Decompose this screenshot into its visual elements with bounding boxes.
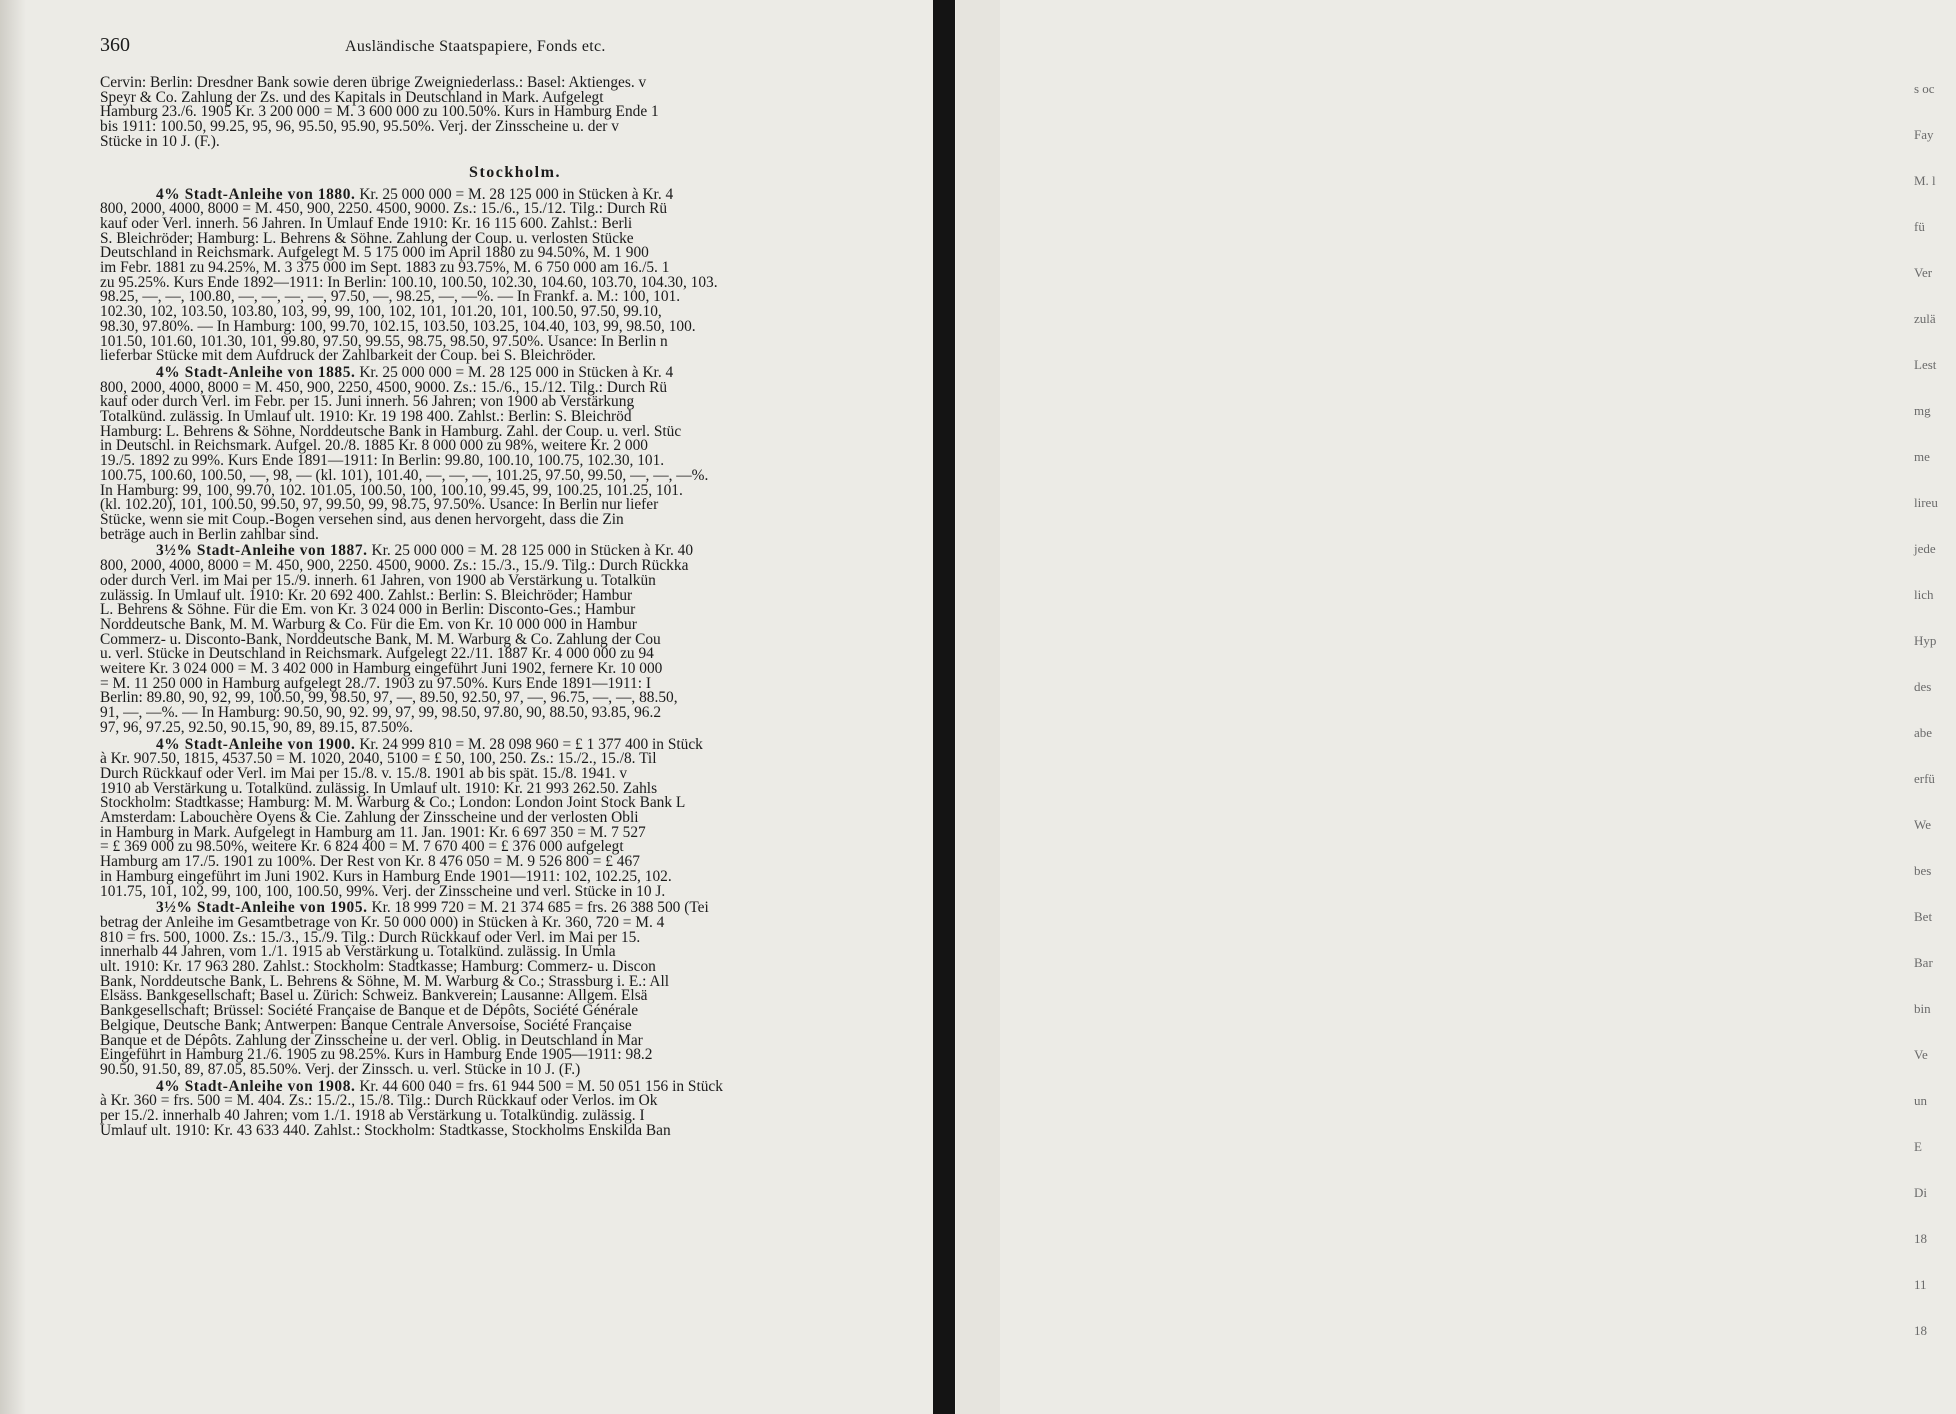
loan-issue-text: Kr. 24 999 810 = M. 28 098 960 = £ 1 377 400 in Stück xyxy=(359,735,703,753)
text-line: L. Behrens & Söhne. Für die Em. von Kr. 3 024 000 in Berlin: Disconto-Ges.; Hambur xyxy=(100,601,636,619)
text-line: beträge auch in Berlin zahlbar sind. xyxy=(100,525,319,543)
adjacent-page-fragment: 11 xyxy=(1914,1277,1927,1292)
loan-issue-title: 4% Stadt-Anleihe von 1880. xyxy=(156,185,356,203)
adjacent-page-fragment: bes xyxy=(1914,863,1932,878)
adjacent-page-fragment: mg xyxy=(1914,403,1931,418)
text-line: Berlin: 89.80, 90, 92, 99, 100.50, 99, 98.50, 97, —, 89.50, 92.50, 97, —, 96.75, —, —, 88.50, xyxy=(100,689,678,707)
text-line: Belgique, Deutsche Bank; Antwerpen: Banque Centrale Anversoise, Société Française xyxy=(100,1016,632,1034)
loan-issue-paragraph xyxy=(100,1077,930,1139)
text-line: 101.75, 101, 102, 99, 100, 100, 100.50, 99%. Verj. der Zinsscheine und verl. Stücke in 10 J. xyxy=(100,882,666,900)
adjacent-page-fragment: 18 xyxy=(1914,1231,1927,1246)
adjacent-page-fragment: Bar xyxy=(1914,955,1933,970)
adjacent-page-fragment: jede xyxy=(1914,541,1936,556)
text-line: kauf oder Verl. innerh. 56 Jahren. In Umlauf Ende 1910: Kr. 16 115 600. Zahlst.: Berli xyxy=(100,214,633,232)
adjacent-page-strip xyxy=(956,0,1938,1414)
adjacent-page-fragment: Lest xyxy=(1914,357,1937,372)
adjacent-page-fragment: s oc xyxy=(1914,81,1935,96)
text-line: S. Bleichröder; Hamburg: L. Behrens & Söhne. Zahlung der Coup. u. verlosten Stücke xyxy=(100,229,634,247)
text-line: 90.50, 91.50, 89, 87.05, 85.50%. Verj. der Zinssch. u. verl. Stücke in 10 J. (F.) xyxy=(100,1061,581,1078)
adjacent-page-fragment: E xyxy=(1914,1139,1922,1154)
adjacent-page-fragment: me xyxy=(1914,449,1930,464)
text-line: Hamburg am 17./5. 1901 zu 100%. Der Rest von Kr. 8 476 050 = M. 9 526 800 = £ 467 xyxy=(100,853,640,871)
loan-issue-text: Kr. 25 000 000 = M. 28 125 000 in Stücken à Kr. 40 xyxy=(371,542,694,560)
text-line: à Kr. 907.50, 1815, 4537.50 = M. 1020, 2040, 5100 = £ 50, 100, 250. Zs.: 15./2., 15./8. Til xyxy=(100,750,657,768)
adjacent-page-fragment: abe xyxy=(1914,725,1933,740)
loan-issue-text: Kr. 44 600 040 = frs. 61 944 500 = M. 50 051 156 in Stück xyxy=(359,1077,723,1095)
adjacent-page-fragment: erfü xyxy=(1914,771,1935,786)
text-line: 98.30, 97.80%. — In Hamburg: 100, 99.70, 102.15, 103.50, 103.25, 104.40, 103, 99, 98.50, 100. xyxy=(100,317,696,335)
scan-shadow-left xyxy=(0,0,26,1414)
text-line: weitere Kr. 3 024 000 = M. 3 402 000 in Hamburg eingeführt Juni 1902, fernere Kr. 10 000 xyxy=(100,660,663,678)
adjacent-page-fragment: Hyp xyxy=(1914,633,1937,648)
text-line: zu 95.25%. Kurs Ende 1892—1911: In Berlin: 100.10, 100.50, 102.30, 104.60, 103.70, 104.30, 103. xyxy=(100,273,718,291)
text-line: per 15./2. innerhalb 40 Jahren; vom 1./1. 1918 ab Verstärkung u. Totalkündig. zulässig. I xyxy=(100,1107,645,1125)
text-line: oder durch Verl. im Mai per 15./9. innerh. 61 Jahren, von 1900 ab Verstärkung u. Totalkün xyxy=(100,571,656,589)
loan-issues xyxy=(100,185,930,1139)
text-line: im Febr. 1881 zu 94.25%, M. 3 375 000 im Sept. 1883 zu 93.75%, M. 6 750 000 am 16./5. 1 xyxy=(100,259,670,277)
text-line: 1910 ab Verstärkung u. Totalkünd. zulässig. In Umlauf ult. 1910: Kr. 21 993 262.50. Zahls xyxy=(100,779,658,797)
text-line: Commerz- u. Disconto-Bank, Norddeutsche Bank, M. M. Warburg & Co. Zahlung der Cou xyxy=(100,630,661,648)
adjacent-page-fragment: bin xyxy=(1914,1001,1931,1016)
text-line: Stücke, wenn sie mit Coup.-Bogen versehen sind, aus denen hervorgeht, dass die Zin xyxy=(100,510,624,528)
text-line: Stücke in 10 J. (F.). xyxy=(100,132,220,150)
running-head: Ausländische Staatspapiere, Fonds etc. xyxy=(345,38,606,55)
text-line: 100.75, 100.60, 100.50, —, 98, — (kl. 101), 101.40, —, —, —, 101.25, 97.50, 99.50, —, —, —%. xyxy=(100,466,709,484)
adjacent-page-fragment: Di xyxy=(1914,1185,1927,1200)
text-line: Elsäss. Bankgesellschaft; Basel u. Zürich: Schweiz. Bankverein; Lausanne: Allgem. Elsä xyxy=(100,987,648,1005)
adjacent-page-fragment: Fay xyxy=(1914,127,1934,142)
text-line: lieferbar Stücke mit dem Aufdruck der Zahlbarkeit der Coup. bei S. Bleichröder. xyxy=(100,347,596,365)
text-line: in Hamburg eingeführt im Juni 1902. Kurs in Hamburg Ende 1901—1911: 102, 102.25, 102. xyxy=(100,867,672,885)
text-line: 800, 2000, 4000, 8000 = M. 450, 900, 2250. 4500, 9000. Zs.: 15./3., 15./9. Tilg.: Durch Rückka xyxy=(100,557,689,575)
text-line: 101.50, 101.60, 101.30, 101, 99.80, 97.50, 99.55, 98.75, 98.50, 97.50%. Usance: In Berlin n xyxy=(100,332,668,350)
text-line: ult. 1910: Kr. 17 963 280. Zahlst.: Stockholm: Stadtkasse; Hamburg: Commerz- u. Discon xyxy=(100,958,656,976)
text-line: Umlauf ult. 1910: Kr. 43 633 440. Zahlst.: Stockholm: Stadtkasse, Stockholms Enskilda Ban xyxy=(100,1121,671,1139)
text-line: Hamburg 23./6. 1905 Kr. 3 200 000 = M. 3 600 000 zu 100.50%. Kurs in Hamburg Ende 1 xyxy=(100,103,659,121)
text-line: Durch Rückkauf oder Verl. im Mai per 15./8. v. 15./8. 1901 ab bis spät. 15./8. 1941. v xyxy=(100,764,628,782)
adjacent-page-fragment: zulä xyxy=(1914,311,1936,326)
loan-issue-paragraph xyxy=(100,901,930,1077)
text-line: in Deutschl. in Reichsmark. Aufgel. 20./8. 1885 Kr. 8 000 000 zu 98%, weitere Kr. 2 000 xyxy=(100,437,648,455)
text-line: 98.25, —, —, 100.80, —, —, —, —, 97.50, —, 98.25, —, —%. — In Frankf. a. M.: 100, 101. xyxy=(100,288,681,306)
text-line: 19./5. 1892 zu 99%. Kurs Ende 1891—1911: In Berlin: 99.80, 100.10, 100.75, 102.30, 101. xyxy=(100,452,665,470)
adjacent-page-fragment: fü xyxy=(1914,219,1925,234)
text-line: = £ 369 000 zu 98.50%, weitere Kr. 6 824 400 = M. 7 670 400 = £ 376 000 aufgelegt xyxy=(100,838,624,856)
text-line: Bankgesellschaft; Brüssel: Société Française de Banque et de Dépôts, Société Générale xyxy=(100,1002,639,1020)
text-line: innerhalb 44 Jahren, vom 1./1. 1915 ab Verstärkung u. Totalkünd. zulässig. In Umla xyxy=(100,943,616,961)
loan-issue-title: 4% Stadt-Anleihe von 1908. xyxy=(156,1077,356,1095)
text-line: Stockholm: Stadtkasse; Hamburg: M. M. Warburg & Co.; London: London Joint Stock Bank L xyxy=(100,794,686,812)
text-line: bis 1911: 100.50, 99.25, 95, 96, 95.50, 95.90, 95.50%. Verj. der Zinsscheine u. der v xyxy=(100,118,619,136)
loan-issue-text: Kr. 25 000 000 = M. 28 125 000 in Stücken à Kr. 4 xyxy=(359,185,674,203)
text-line: Cervin: Berlin: Dresdner Bank sowie deren übrige Zweigniederlass.: Basel: Aktienges. v xyxy=(100,74,647,91)
loan-issue-paragraph xyxy=(100,185,930,365)
text-line: Eingeführt in Hamburg 21./6. 1905 zu 98.25%. Kurs in Hamburg Ende 1905—1911: 98.2 xyxy=(100,1046,653,1064)
text-line: 800, 2000, 4000, 8000 = M. 450, 900, 2250, 4500, 9000. Zs.: 15./6., 15./12. Tilg.: Durch Rü xyxy=(100,378,668,396)
book-page xyxy=(100,30,930,1139)
intro-paragraph xyxy=(100,76,930,150)
section-heading-stockholm: Stockholm. xyxy=(469,163,561,181)
text-line: Amsterdam: Labouchère Oyens & Cie. Zahlung der Zinsscheine und der verlosten Obli xyxy=(100,809,639,827)
text-line: Hamburg: L. Behrens & Söhne, Norddeutsche Bank in Hamburg. Zahl. der Coup. u. verl. Stüc xyxy=(100,422,682,440)
text-line: In Hamburg: 99, 100, 99.70, 102. 101.05, 100.50, 100, 100.10, 99.45, 99, 100.25, 101.25, 101. xyxy=(100,481,683,499)
text-line: in Hamburg in Mark. Aufgelegt in Hamburg am 11. Jan. 1901: Kr. 6 697 350 = M. 7 527 xyxy=(100,823,646,841)
adjacent-page-fragment: des xyxy=(1914,679,1932,694)
text-line: Speyr & Co. Zahlung der Zs. und des Kapitals in Deutschland in Mark. Aufgelegt xyxy=(100,88,604,106)
text-line: Bank, Norddeutsche Bank, L. Behrens & Söhne, M. M. Warburg & Co.; Strassburg i. E.: All xyxy=(100,972,670,990)
text-line: zulässig. In Umlauf ult. 1910: Kr. 20 692 400. Zahlst.: Berlin: S. Bleichröder; Hambur xyxy=(100,586,633,604)
text-line: (kl. 102.20), 101, 100.50, 99.50, 97, 99.50, 99, 98.75, 97.50%. Usance: In Berlin nur liefer xyxy=(100,496,659,514)
loan-issue-title: 3½% Stadt-Anleihe von 1887. xyxy=(156,542,368,560)
text-line: betrag der Anleihe im Gesamtbetrage von Kr. 50 000 000) in Stücken à Kr. 360, 720 = M. 4 xyxy=(100,913,665,931)
adjacent-page-fragment: Bet xyxy=(1914,909,1933,924)
adjacent-page-fragment: lich xyxy=(1914,587,1934,602)
page-number: 360 xyxy=(100,34,130,56)
adjacent-page-fragment: lireu xyxy=(1914,495,1938,510)
text-line: Deutschland in Reichsmark. Aufgelegt M. 5 175 000 im April 1880 zu 94.50%, M. 1 900 xyxy=(100,244,649,262)
text-line: = M. 11 250 000 in Hamburg aufgelegt 28./7. 1903 zu 97.50%. Kurs Ende 1891—1911: I xyxy=(100,674,651,692)
loan-issue-paragraph xyxy=(100,735,930,900)
text-line: Totalkünd. zulässig. In Umlauf ult. 1910: Kr. 19 198 400. Zahlst.: Berlin: S. Bleichröd xyxy=(100,408,632,426)
adjacent-page-fragment: Ver xyxy=(1914,265,1933,280)
text-line: Norddeutsche Bank, M. M. Warburg & Co. Für die Em. von Kr. 10 000 000 in Hambur xyxy=(100,615,637,633)
loan-issue-title: 4% Stadt-Anleihe von 1885. xyxy=(156,363,356,381)
adjacent-page-fragment: un xyxy=(1914,1093,1927,1108)
text-line: u. verl. Stücke in Deutschland in Reichsmark. Aufgelegt 22./11. 1887 Kr. 4 000 000 zu 94 xyxy=(100,645,654,663)
text-line: 102.30, 102, 103.50, 103.80, 103, 99, 99, 100, 102, 101, 101.20, 101, 100.50, 97.50, 99.10, xyxy=(100,303,662,321)
adjacent-page-fragment: M. l xyxy=(1914,173,1936,188)
loan-issue-paragraph xyxy=(100,363,930,543)
adjacent-page-fragment: Ve xyxy=(1914,1047,1928,1062)
loan-issue-text: Kr. 18 999 720 = M. 21 374 685 = frs. 26 388 500 (Tei xyxy=(371,899,709,917)
text-line: Banque et de Dépôts. Zahlung der Zinsscheine u. der verl. Oblig. in Deutschland in Mar xyxy=(100,1031,643,1049)
adjacent-page-fragment: We xyxy=(1914,817,1931,832)
page-header xyxy=(100,30,930,64)
loan-issue-paragraph xyxy=(100,544,930,735)
loan-issue-title: 3½% Stadt-Anleihe von 1905. xyxy=(156,899,368,917)
text-line: 91, —, —%. — In Hamburg: 90.50, 90, 92. 99, 97, 99, 98.50, 97.80, 90, 88.50, 93.85, 96.2 xyxy=(100,704,662,722)
book-gutter xyxy=(933,0,955,1414)
text-line: 810 = frs. 500, 1000. Zs.: 15./3., 15./9. Tilg.: Durch Rückkauf oder Verl. im Mai per 15. xyxy=(100,928,641,946)
text-line: 97, 96, 97.25, 92.50, 90.15, 90, 89, 89.15, 87.50%. xyxy=(100,718,413,736)
loan-issue-title: 4% Stadt-Anleihe von 1900. xyxy=(156,735,356,753)
loan-issue-text: Kr. 25 000 000 = M. 28 125 000 in Stücken à Kr. 4 xyxy=(359,363,674,381)
adjacent-page-fragment: 18 xyxy=(1914,1323,1927,1338)
text-line: à Kr. 360 = frs. 500 = M. 404. Zs.: 15./2., 15./8. Tilg.: Durch Rückkauf oder Verlos. im Ok xyxy=(100,1092,658,1110)
text-line: 800, 2000, 4000, 8000 = M. 450, 900, 2250. 4500, 9000. Zs.: 15./6., 15./12. Tilg.: Durch Rü xyxy=(100,200,668,218)
text-line: kauf oder durch Verl. im Febr. per 15. Juni innerh. 56 Jahren; von 1900 ab Verstärkung xyxy=(100,393,635,411)
